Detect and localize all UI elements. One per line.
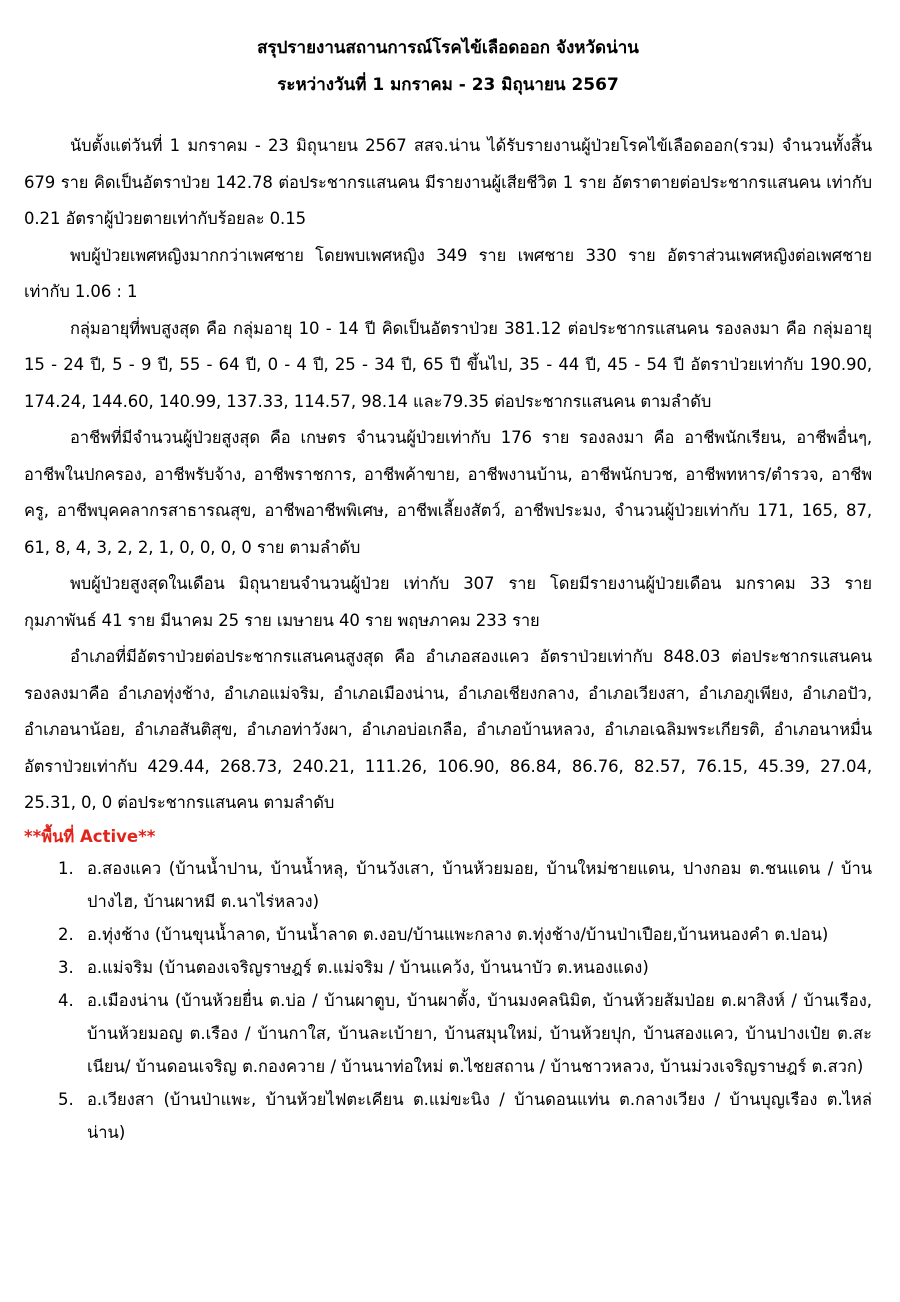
list-item-number: 4. — [58, 990, 74, 1010]
paragraph-district: อำเภอที่มีอัตราป่วยต่อประชากรแสนคนสูงสุด คือ อำเภอสองแคว อัตราป่วยเท่ากับ 848.03 ต่อประชากรแสนคน รองลงมาคือ อำเภอทุ่งช้าง, อำเภอแม่จริม, อำเภอเมืองน่าน, อำเภอเชียงกลาง, อำเภอเวียงสา, อำเภอภูเพียง, อำเภอปัว, อำเภอนาน้อย, อำเภอสันติสุข, อำเภอท่าวังผา, อำเภอบ่อเกลือ, อำเภอบ้านหลวง, อำเภอเฉลิมพระเกียรติ, อำเภอนาหมื่น อัตราป่วยเท่ากับ 429.44, 268.73, 240.21, 111.26, 106.90, 86.84, 86.76, 82.57, 76.15, 45.39, 27.04, 25.31, 0, 0 ต่อประชากรแสนคน ตามลำดับ — [24, 647, 872, 812]
list-item-text: อ.แม่จริม (บ้านตองเจริญราษฎร์ ต.แม่จริม / บ้านแคว้ง, บ้านนาบัว ต.หนองแดง) — [87, 957, 649, 977]
document-title: สรุปรายงานสถานการณ์โรคไข้เลือดออก จังหวัดน่าน — [257, 38, 639, 58]
list-item-number: 1. — [58, 858, 74, 878]
report-body — [24, 128, 872, 822]
list-item-number: 5. — [58, 1089, 74, 1109]
list-item-text: อ.เมืองน่าน (บ้านห้วยยื่น ต.บ่อ / บ้านผาตูบ, บ้านผาตั้ง, บ้านมงคลนิมิต, บ้านห้วยส้มป่อย ต.ผาสิงห์ / บ้านเรือง, บ้านห้วยมอญ ต.เรือง / บ้านกาใส, บ้านละเบ้ายา, บ้านสมุนใหม่, บ้านห้วยปุก, บ้านสองแคว, บ้านปางเป๋ย ต.สะเนียน/ บ้านดอนเจริญ ต.กองควาย / บ้านนาท่อใหม่ ต.ไชยสถาน / บ้านชาวหลวง, บ้านม่วงเจริญราษฎร์ ต.สวก) — [87, 990, 872, 1076]
list-item — [24, 852, 872, 918]
document-date-range: ระหว่างวันที่ 1 มกราคม - 23 มิถุนายน 2567 — [277, 75, 619, 95]
paragraph-age-group: กลุ่มอายุที่พบสูงสุด คือ กลุ่มอายุ 10 - 14 ปี คิดเป็นอัตราป่วย 381.12 ต่อประชากรแสนคน รองลงมา คือ กลุ่มอายุ 15 - 24 ปี, 5 - 9 ปี, 55 - 64 ปี, 0 - 4 ปี, 25 - 34 ปี, 65 ปี ขึ้นไป, 35 - 44 ปี, 45 - 54 ปี อัตราป่วยเท่ากับ 190.90, 174.24, 144.60, 140.99, 137.33, 114.57, 98.14 และ79.35 ต่อประชากรแสนคน ตามลำดับ — [24, 318, 872, 411]
list-item-number: 2. — [58, 924, 74, 944]
list-item — [24, 918, 872, 951]
list-item-text: อ.ทุ่งช้าง (บ้านขุนน้ำลาด, บ้านน้ำลาด ต.งอบ/บ้านแพะกลาง ต.ทุ่งช้าง/บ้านป่าเปือย,บ้านหนองคำ ต.ปอน) — [87, 924, 829, 944]
paragraph-monthly: พบผู้ป่วยสูงสุดในเดือน มิถุนายนจำนวนผู้ป่วย เท่ากับ 307 ราย โดยมีรายงานผู้ป่วยเดือน มกราคม 33 ราย กุมภาพันธ์ 41 ราย มีนาคม 25 ราย เมษายน 40 ราย พฤษภาคม 233 ราย — [24, 574, 872, 630]
list-item — [24, 951, 872, 984]
list-item-number: 3. — [58, 957, 74, 977]
list-item — [24, 984, 872, 1083]
list-item-text: อ.สองแคว (บ้านน้ำปาน, บ้านน้ำหลุ, บ้านวังเสา, บ้านห้วยมอย, บ้านใหม่ชายแดน, ปางกอม ต.ชนแดน / บ้านปางไฮ, บ้านผาหมี ต.นาไร่หลวง) — [87, 858, 872, 911]
active-areas-heading: **พื้นที่ Active** — [24, 826, 156, 846]
paragraph-gender: พบผู้ป่วยเพศหญิงมากกว่าเพศชาย โดยพบเพศหญิง 349 ราย เพศชาย 330 ราย อัตราส่วนเพศหญิงต่อเพศชาย เท่ากับ 1.06 : 1 — [24, 245, 872, 301]
list-item — [24, 1083, 872, 1149]
title-block — [24, 30, 872, 104]
paragraph-overview: นับตั้งแต่วันที่ 1 มกราคม - 23 มิถุนายน 2567 สสจ.น่าน ได้รับรายงานผู้ป่วยโรคไข้เลือดออก(รวม) จำนวนทั้งสิ้น 679 ราย คิดเป็นอัตราป่วย 142.78 ต่อประชากรแสนคน มีรายงานผู้เสียชีวิต 1 ราย อัตราตายต่อประชากรแสนคน เท่ากับ 0.21 อัตราผู้ป่วยตายเท่ากับร้อยละ 0.15 — [24, 136, 872, 228]
active-areas-list — [24, 852, 872, 1149]
paragraph-occupation: อาชีพที่มีจำนวนผู้ป่วยสูงสุด คือ เกษตร จำนวนผู้ป่วยเท่ากับ 176 ราย รองลงมา คือ อาชีพนักเรียน, อาชีพอื่นๆ, อาชีพในปกครอง, อาชีพรับจ้าง, อาชีพราชการ, อาชีพค้าขาย, อาชีพงานบ้าน, อาชีพนักบวช, อาชีพทหาร/ตำรวจ, อาชีพครู, อาชีพบุคคลากรสาธารณสุข, อาชีพอาชีพพิเศษ, อาชีพเลี้ยงสัตว์, อาชีพประมง, จำนวนผู้ป่วยเท่ากับ 171, 165, 87, 61, 8, 4, 3, 2, 2, 1, 0, 0, 0, 0 ราย ตามลำดับ — [24, 428, 872, 557]
list-item-text: อ.เวียงสา (บ้านป่าแพะ, บ้านห้วยไฟตะเคียน ต.แม่ขะนิง / บ้านดอนแท่น ต.กลางเวียง / บ้านบุญเรือง ต.ไหล่น่าน) — [87, 1089, 872, 1142]
